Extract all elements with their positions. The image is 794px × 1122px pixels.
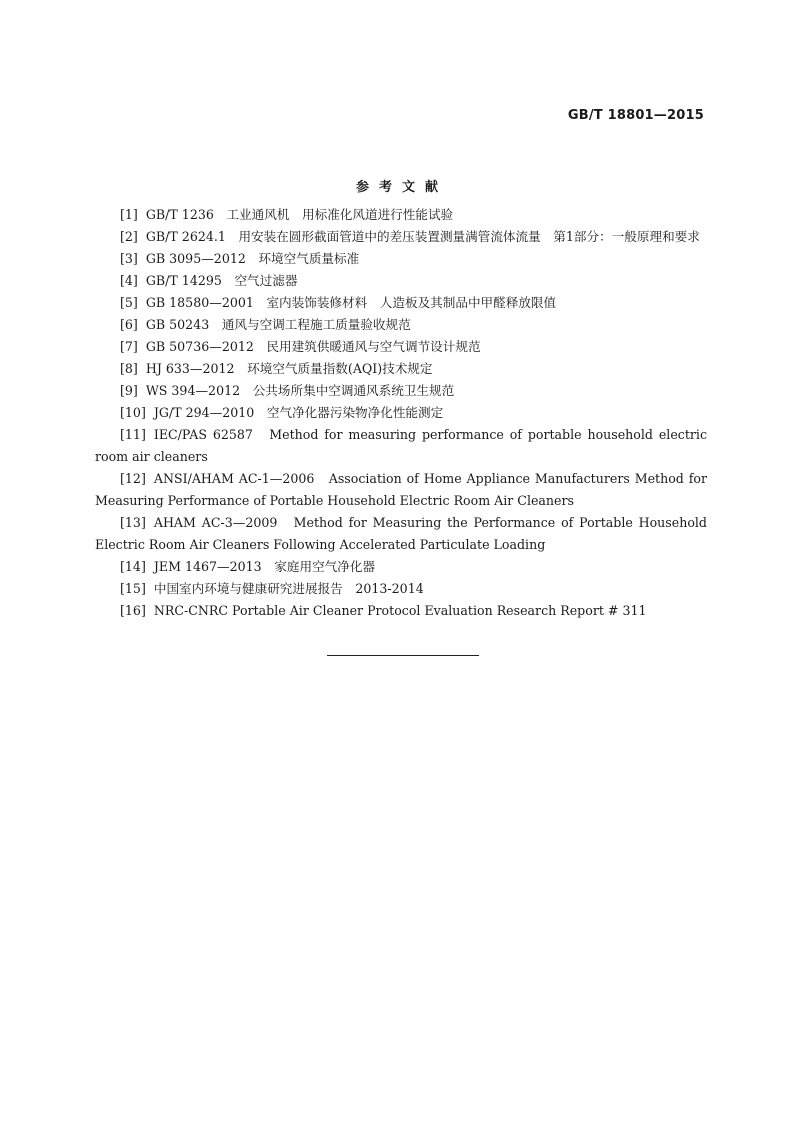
reference-number: [15]: [120, 581, 146, 596]
reference-item: [95, 270, 707, 292]
reference-text: 中国室内环境与健康研究进展报告 2013-2014: [153, 581, 424, 596]
reference-text: NRC-CNRC Portable Air Cleaner Protocol Evaluation Research Report # 311: [153, 603, 647, 618]
end-divider: [327, 655, 479, 656]
reference-text: GB/T 1236 工业通风机 用标准化风道进行性能试验: [145, 207, 454, 222]
reference-item: [95, 512, 707, 556]
reference-text: HJ 633—2012 环境空气质量指数(AQI)技术规定: [145, 361, 433, 376]
reference-item: [95, 424, 707, 468]
reference-item: [95, 380, 707, 402]
reference-number: [10]: [120, 405, 146, 420]
reference-number: [4]: [120, 273, 138, 288]
reference-list: [95, 204, 707, 622]
reference-item: [95, 358, 707, 380]
reference-text: GB/T 14295 空气过滤器: [145, 273, 298, 288]
reference-number: [6]: [120, 317, 138, 332]
reference-number: [14]: [120, 559, 146, 574]
reference-item: [95, 600, 707, 622]
reference-text: AHAM AC-3—2009 Method for Measuring the Performance of Portable Household Electric Room Air Cleaners Following Accelerated Particulate Loading: [95, 515, 707, 552]
reference-item: [95, 314, 707, 336]
reference-text: GB 18580—2001 室内装饰装修材料 人造板及其制品中甲醛释放限值: [145, 295, 557, 310]
standard-code: GB/T 18801—2015: [567, 108, 704, 123]
reference-number: [3]: [120, 251, 138, 266]
section-title: 参考文献: [355, 180, 448, 195]
reference-number: [7]: [120, 339, 138, 354]
reference-text: ANSI/AHAM AC-1—2006 Association of Home Appliance Manufacturers Method for Measuring Performance of Portable Household Electric Room Air Cleaners: [95, 471, 707, 508]
reference-item: [95, 556, 707, 578]
reference-item: [95, 204, 707, 226]
reference-number: [11]: [120, 427, 146, 442]
reference-number: [13]: [120, 515, 146, 530]
reference-number: [9]: [120, 383, 138, 398]
reference-text: WS 394—2012 公共场所集中空调通风系统卫生规范: [145, 383, 455, 398]
reference-text: GB 3095—2012 环境空气质量标准: [145, 251, 360, 266]
reference-item: [95, 226, 707, 248]
reference-number: [16]: [120, 603, 146, 618]
reference-number: [8]: [120, 361, 138, 376]
reference-item: [95, 468, 707, 512]
reference-number: [1]: [120, 207, 138, 222]
reference-text: GB/T 2624.1 用安装在圆形截面管道中的差压装置测量满管流体流量 第1部分：一般原理和要求: [145, 229, 700, 244]
reference-item: [95, 336, 707, 358]
reference-number: [2]: [120, 229, 138, 244]
reference-text: JG/T 294—2010 空气净化器污染物净化性能测定: [153, 405, 444, 420]
reference-item: [95, 292, 707, 314]
reference-item: [95, 402, 707, 424]
reference-number: [5]: [120, 295, 138, 310]
reference-item: [95, 578, 707, 600]
reference-text: JEM 1467—2013 家庭用空气净化器: [153, 559, 376, 574]
reference-text: GB 50736—2012 民用建筑供暖通风与空气调节设计规范: [145, 339, 481, 354]
reference-text: GB 50243 通风与空调工程施工质量验收规范: [145, 317, 411, 332]
reference-number: [12]: [120, 471, 146, 486]
reference-item: [95, 248, 707, 270]
reference-text: IEC/PAS 62587 Method for measuring performance of portable household electric room air cleaners: [95, 427, 707, 464]
